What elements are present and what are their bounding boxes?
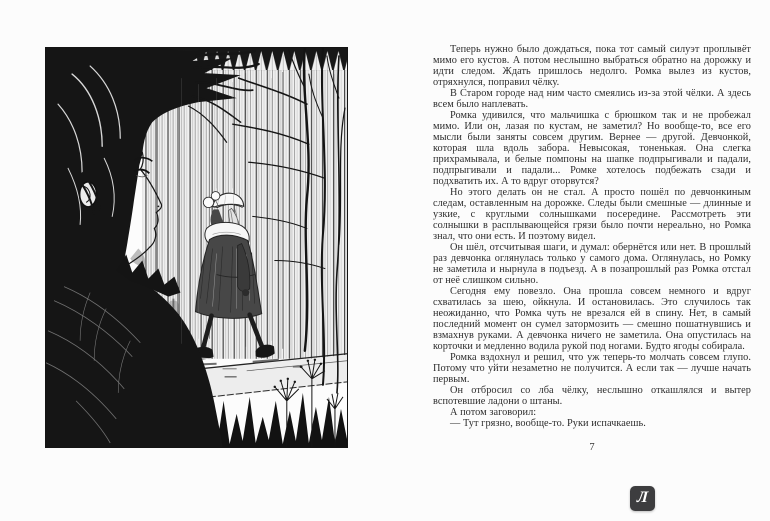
paragraph: Он шёл, отсчитывая шаги, и думал: обернётся или нет. В прошлый раз девчонка оглянулась только у самого дома. Оглянулась, но Ромку не заметила и нырнула в подъезд. А в позапрошлый раз Ромка отстал от неё слишком сильно. [433,242,751,286]
book-illustration [45,47,348,448]
text-page [433,44,751,453]
pompom-icon [211,192,220,201]
dialogue-line: — Тут грязно, вообще-то. Руки испачкаешь. [450,418,646,429]
paragraph: Он отбросил со лба чёлку, неслышно откашлялся и вытер вспотевшие ладони о штаны. [433,385,751,407]
paragraph: Сегодня ему повезло. Она прошла совсем немного и вдруг схватилась за шею, ойкнула. И остановилась. Это случилось так неожиданно, что Ромка чуть не врезался ей в спину. Нет, в самый последний момент он сумел затормозить — смешно пошатнувшись и взмахнув руками. А девчонка ничего не заметила. Она опустилась на корточки и медленно водила рукой под ногами. Будто ягоды собирала. [433,286,751,352]
paragraph: А потом заговорил: [450,407,537,418]
paragraph: Но этого делать он не стал. А просто пошёл по девчонкиным следам, оставленным на дорожке. Следы были смешные — длинные и узкие, с круглыми солнышками посередине. Рассмотреть эти солнышки в расплывающейся грязи было почти нереально, но Ромка знал, что они есть. И поэтому видел. [433,187,751,242]
paragraph: Ромка удивился, что мальчишка с брюшком так и не пробежал мимо. Или он, лазая по кустам, не заметил? Но вообще-то, все его мысли были заняты совсем другим. Вернее — другой. Девчонкой, которая шла вдоль забора. Невысокая, тоненькая. Она слегка прихрамывала, и белые помпоны на шапке подпрыгивали и падали, подпрыгивали и падали... Ромке хотелось подбежать сзади и подхватить их. А то вдруг оторвутся? [433,110,751,187]
paragraph: Теперь нужно было дождаться, пока тот самый силуэт проплывёт мимо его кустов. А потом неслышно выбраться обратно на дорожку и идти следом. Ждать пришлось недолго. Ромка вылез из кустов, отряхнулся, поправил чёлку. [433,44,751,88]
paragraph: В Старом городе над ним часто смеялись из-за этой чёлки. А здесь всем было наплевать. [433,88,751,110]
story-text [433,44,751,429]
illustration-drawing [46,48,347,447]
labirint-logo-letter: Л [636,488,649,506]
paragraph: Ромка вздохнул и решил, что уж теперь-то молчать совсем глупо. Потому что уйти незаметно не получится. А если так — лучше начать первым. [433,352,751,385]
labirint-logo-badge [630,486,655,511]
page-number: 7 [589,442,595,453]
